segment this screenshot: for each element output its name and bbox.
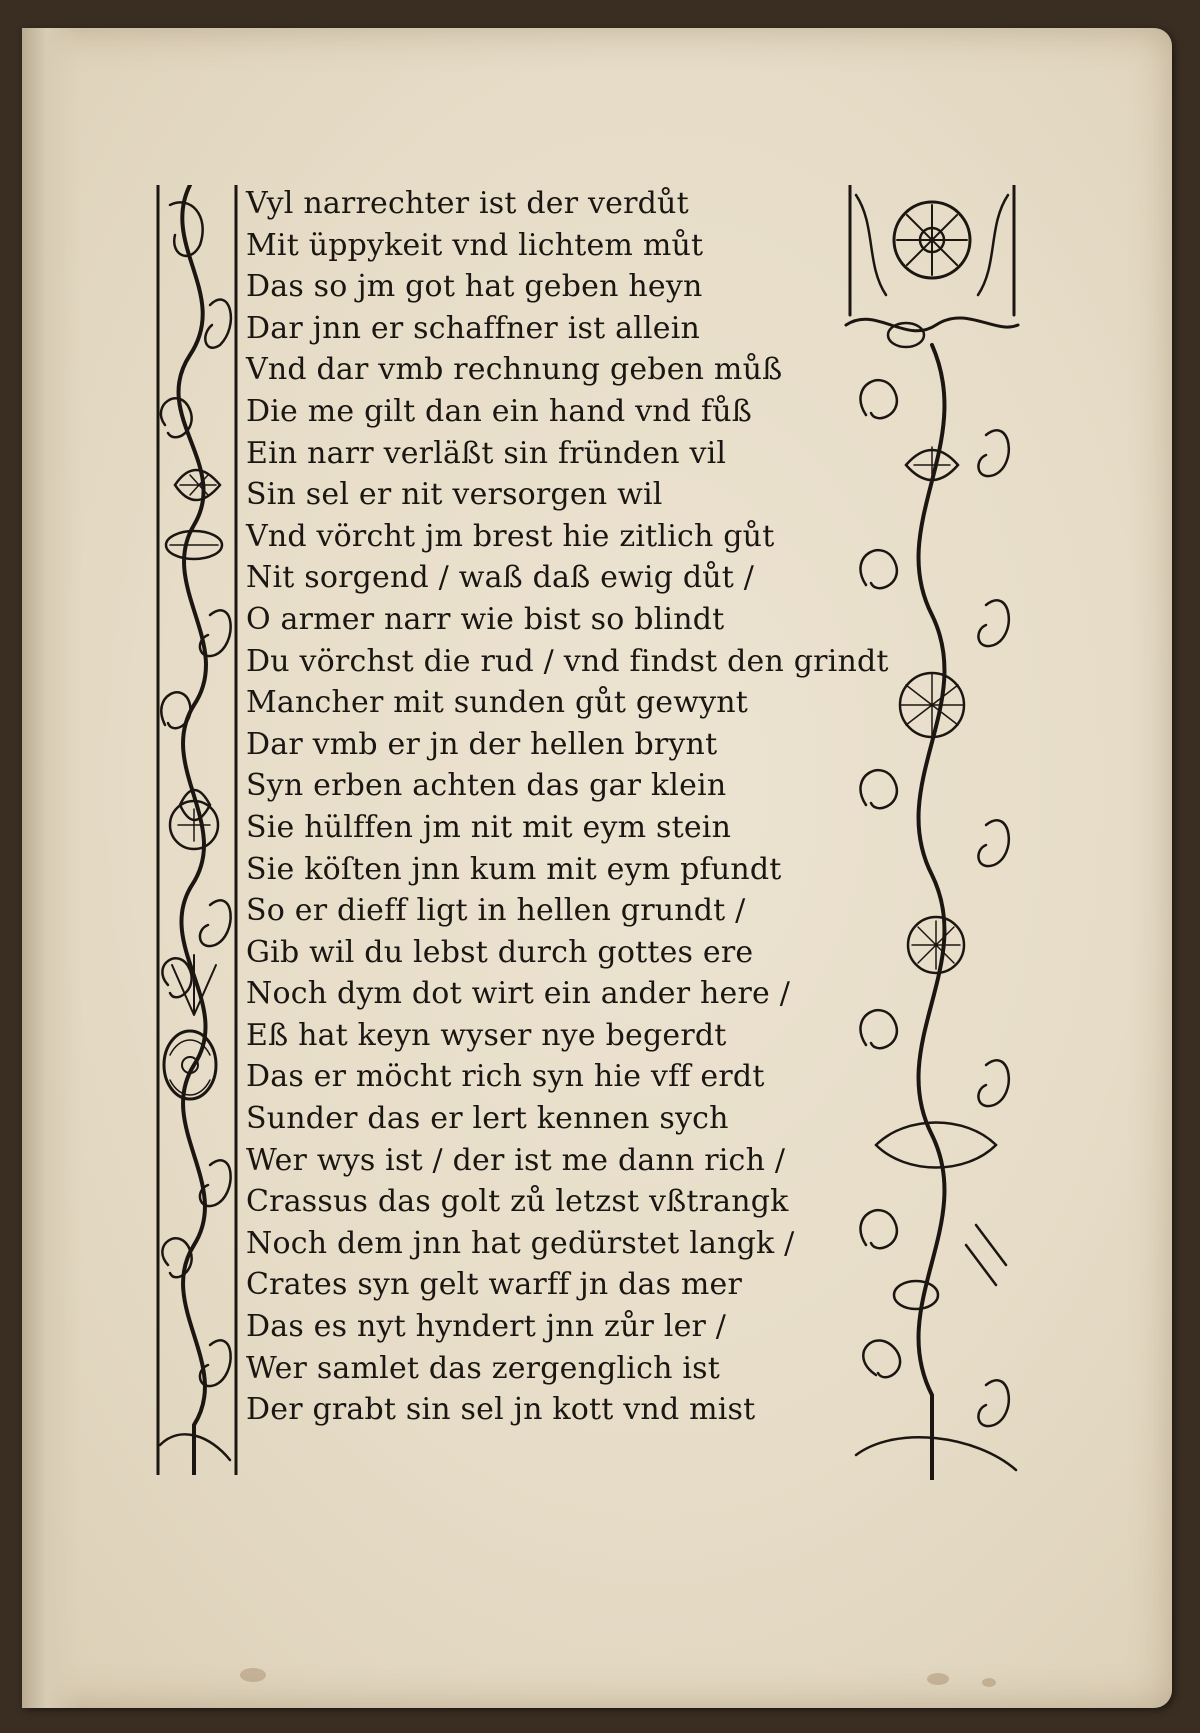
verse-line: Sie köſten jnn kum mit eym pfundt (246, 851, 782, 887)
right-floral-woodcut-border (836, 185, 1028, 1480)
verse-text-block (246, 183, 889, 1431)
verse-line: Eß hat keyn wyser nye begerdt (246, 1017, 727, 1053)
paper-stain (927, 1673, 949, 1685)
verse-line: So er dieff ligt in hellen grundt / (246, 893, 746, 929)
verse-line: Vnd vörcht jm brest hie zitlich gůt (246, 518, 775, 554)
verse-line: Der grabt sin sel jn kott vnd mist (246, 1392, 756, 1428)
verse-line: Wer wys ist / der ist me dann rich / (246, 1142, 786, 1178)
verse-line: Sin sel er nit versorgen wil (246, 477, 663, 513)
verse-line: O armer narr wie bist so blindt (246, 601, 725, 637)
verse-line: Mancher mit sunden gůt gewynt (246, 685, 749, 721)
verse-line: Ein narr verläßt sin fründen vil (246, 435, 727, 471)
verse-line: Wer samlet das zergenglich ist (246, 1350, 720, 1386)
verse-line: Crassus das golt zů letzst vßtrangk (246, 1184, 789, 1220)
verse-line: Die me gilt dan ein hand vnd fůß (246, 393, 752, 429)
verse-line: Das so jm got hat geben heyn (246, 269, 703, 305)
verse-line: Nit sorgend / waß daß ewig důt / (246, 560, 755, 596)
verse-line: Noch dym dot wirt ein ander here / (246, 976, 791, 1012)
verse-line: Vnd dar vmb rechnung geben můß (246, 352, 783, 388)
verse-line: Syn erben achten das gar klein (246, 768, 727, 804)
verse-line: Dar vmb er jn der hellen brynt (246, 726, 718, 762)
verse-line: Das er möcht rich syn hie vff erdt (246, 1059, 765, 1095)
paper-stain (240, 1668, 266, 1682)
verse-line: Vyl narrechter ist der verdůt (246, 186, 689, 221)
verse-line: Mit üppykeit vnd lichtem můt (246, 227, 704, 263)
verse-line: Dar jnn er schaffner ist allein (246, 310, 701, 346)
left-floral-woodcut-border (150, 185, 242, 1475)
verse-line: Sie hülffen jm nit mit eym stein (246, 809, 732, 845)
verse-line: Du vörchst die rud / vnd findst den grindt (246, 643, 889, 679)
paper-stain (982, 1678, 996, 1687)
verse-line: Das es nyt hyndert jnn zůr ler / (246, 1309, 727, 1345)
book-spine-shadow (22, 28, 82, 1708)
verse-line: Gib wil du lebst durch gottes ere (246, 934, 754, 970)
verse-line: Sunder das er lert kennen sych (246, 1101, 729, 1137)
verse-line: Crates syn gelt warff jn das mer (246, 1267, 743, 1303)
verse-line: Noch dem jnn hat gedürstet langk / (246, 1225, 795, 1261)
